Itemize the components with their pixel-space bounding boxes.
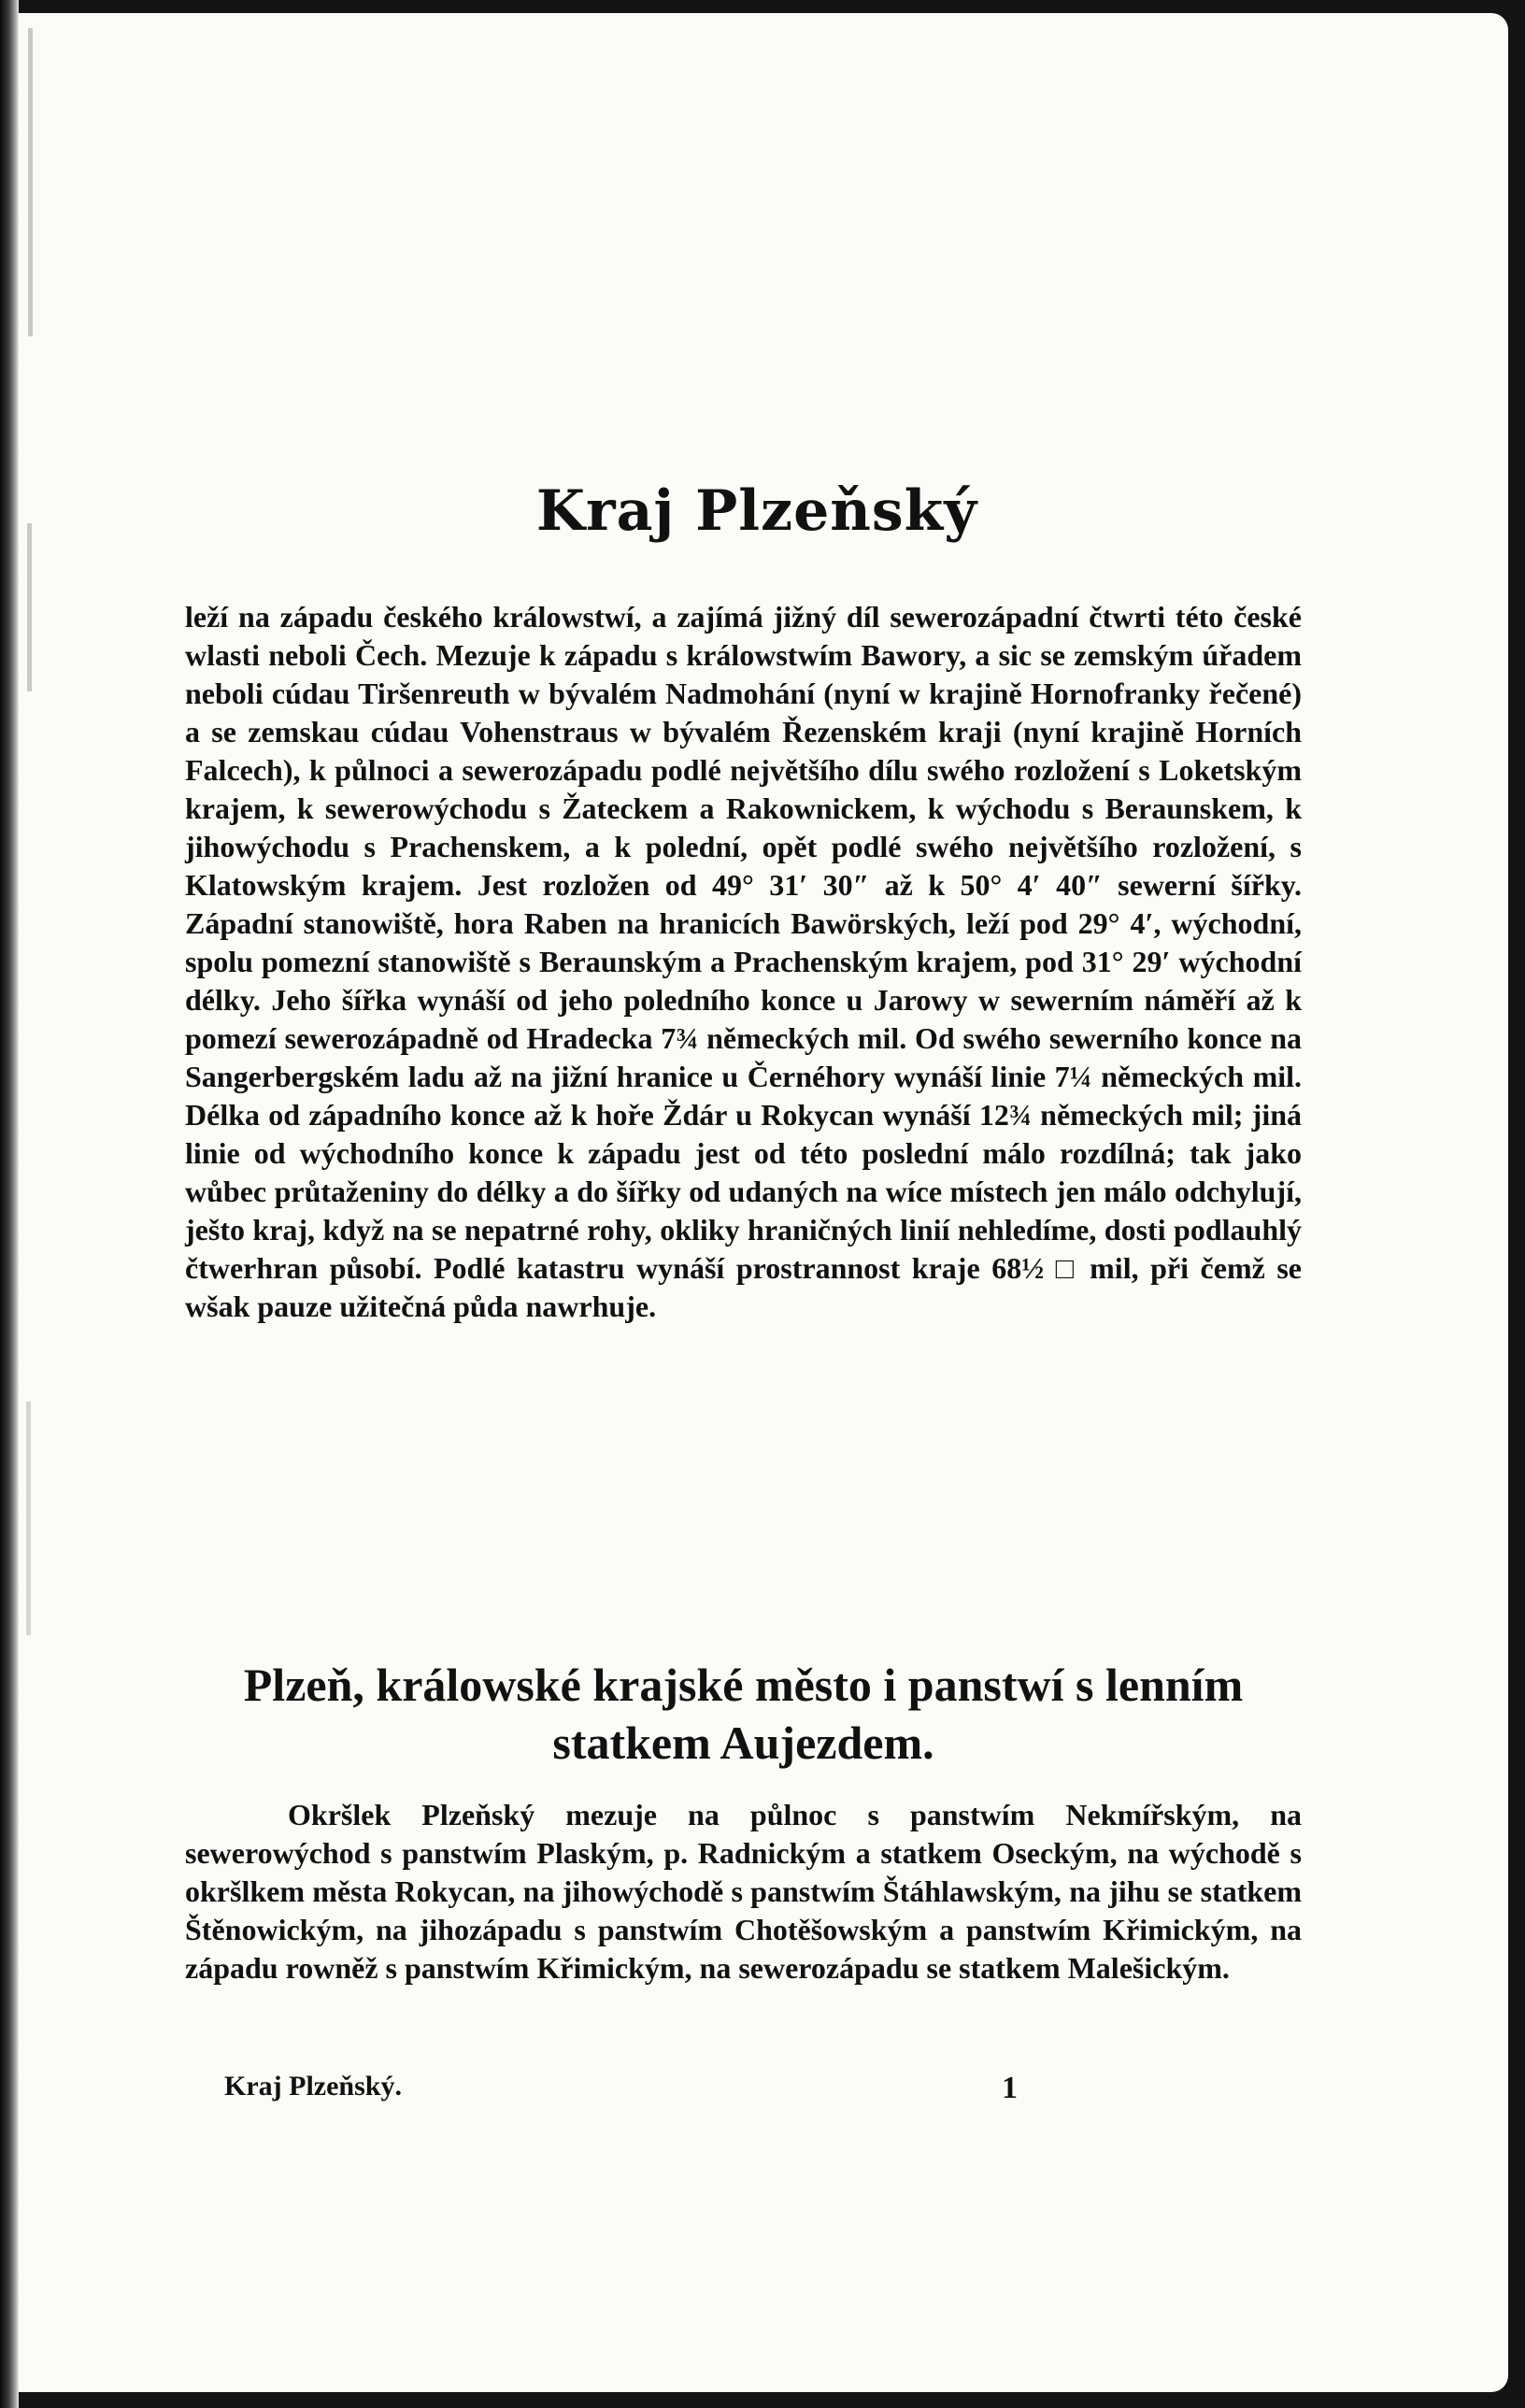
gutter-mark [27, 523, 32, 691]
page-number: 1 [1002, 2071, 1018, 2105]
chapter-title: Kraj Plzeňský [535, 478, 978, 544]
gutter-mark [28, 28, 33, 336]
book-spine-shadow [0, 0, 19, 2408]
gutter-mark [26, 1402, 31, 1635]
intro-paragraph: leží na západu českého králowstwí, a zajímá jižný díl sewerozápadní čtwrti této české wlasti neboli Čech. Mezuje k západu s králowstwím Bawory, a sic se zemským úřadem neboli cúdau Tiršenreuth w bývalém Nadmohání (nyní w krajině Hornofranky řečené) a se zemskau cúdau Vohenstraus w bývalém Řezenském kraji (nyní krajině Horních Falcech), k půlnoci a sewerozápadu podlé největšího dílu swého rozložení s Loketským krajem, k sewerowýchodu s Žateckem a Rakownickem, k wýchodu s Beraunskem, k jihowýchodu s Prachenskem, a k polední, opět podlé swého největšího rozložení, s Klatowským krajem. Jest rozložen od 49° 31′ 30″ až k 50° 4′ 40″ sewerní šířky. Západní stanowiště, hora Raben na hranicích Bawörských, leží pod 29° 4′, wýchodní, spolu pomezní stanowiště s Beraunským a Prachenským krajem, pod 31° 29′ wýchodní délky. Jeho šířka wynáší od jeho poledního konce u Jarowy w sewerním náměří až k pomezí sewerozápadně od Hradecka 7¾ německých mil. Od swého sewerního konce na Sangerbergském ladu až na jižní hranice u Černéhory wynáší linie 7¼ německých mil. Délka od západního konce až k hoře Ždár u Rokycan wynáší 12¾ německých mil; jiná linie od wýchodního konce k západu jest od této poslední málo rozdílná; tak jako wůbec průtaženiny do délky a do šířky od udaných na wíce místech jen málo odchylují, ješto kraj, když na se nepatrné rohy, okliky hraničných linií nehledíme, dosti podlauhlý čtwerhran působí. Podlé katastru wynáší prostrannost kraje 68½ □ mil, při čemž se wšak pauze užitečná půda nawrhuje. [185, 600, 1302, 1323]
section-paragraph: Okršlek Plzeňský mezuje na půlnoc s panstwím Nekmířským, na sewerowýchod s panstwím Plaským, p. Radnickým a statkem Oseckým, na wýchodě s okršlkem města Rokycan, na jihowýchodě s panstwím Štáhlawským, na jihu se statkem Štěnowickým, na jihozápadu s panstwím Chotěšowským a panstwím Křimickým, na západu rowněž s panstwím Křimickým, na sewerozápadu se statkem Malešickým. [185, 1798, 1302, 1985]
running-title: Kraj Plzeňský. [224, 2071, 402, 2102]
section-heading: Plzeň, králowské krajské město i panstwí s lenním statkem Aujezdem. [243, 1659, 1244, 1769]
